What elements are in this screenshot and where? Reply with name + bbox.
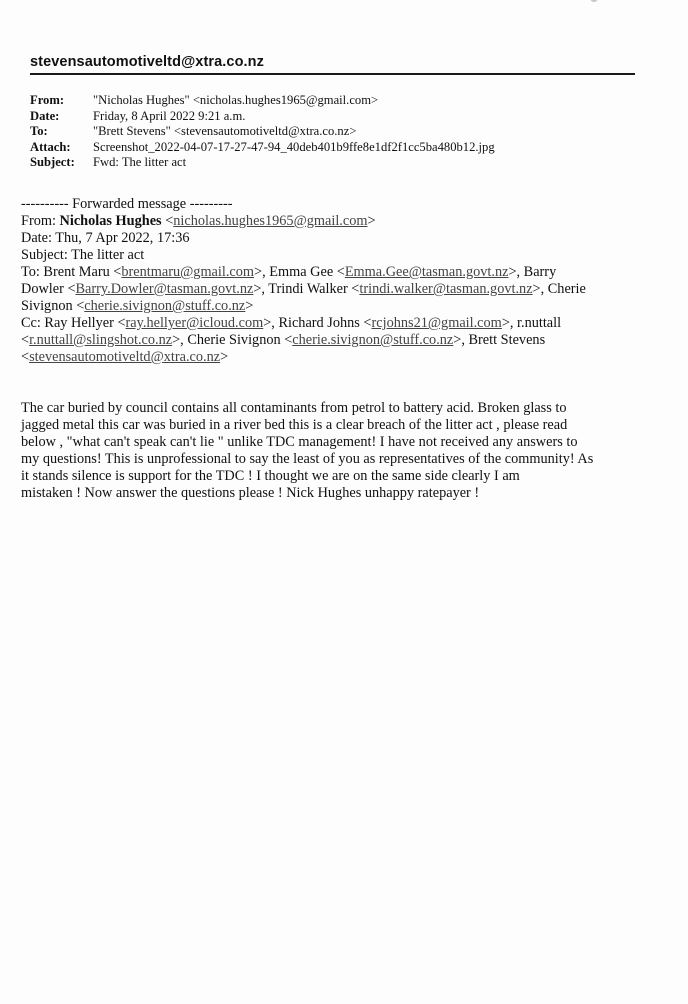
email-headers <box>30 93 495 171</box>
email-link-emma-gee[interactable]: Emma.Gee@tasman.govt.nz <box>344 264 509 280</box>
email-link-barry-dowler[interactable]: Barry.Dowler@tasman.govt.nz <box>75 281 254 297</box>
header-subject <box>30 155 495 171</box>
forward-to-line-1: To: Brent Maru <brentmaru@gmail.com>, Emma Gee <Emma.Gee@tasman.govt.nz>, Barry <box>21 264 557 280</box>
forward-to-line-3: Sivignon <cherie.sivignon@stuff.co.nz> <box>21 298 254 314</box>
forward-to-line-2: Dowler <Barry.Dowler@tasman.govt.nz>, Trindi Walker <trindi.walker@tasman.govt.nz>, Cherie <box>21 281 586 297</box>
subject-label: Subject: <box>30 155 75 170</box>
forward-date: Date: Thu, 7 Apr 2022, 17:36 <box>21 230 190 246</box>
email-link-ray-hellyer[interactable]: ray.hellyer@icloud.com <box>125 315 264 331</box>
message-line: it stands silence is support for the TDC ! I thought we are on the same side clearly I am <box>21 468 520 484</box>
scan-mark <box>590 0 598 2</box>
header-attach <box>30 140 495 156</box>
email-link-cherie-sivignon[interactable]: cherie.sivignon@stuff.co.nz <box>84 298 246 314</box>
email-link-stevens-automotive[interactable]: stevensautomotiveltd@xtra.co.nz <box>29 349 221 365</box>
account-email: stevensautomotiveltd@xtra.co.nz <box>30 54 264 70</box>
forward-cc-line-1: Cc: Ray Hellyer <ray.hellyer@icloud.com>, Richard Johns <rcjohns21@gmail.com>, r.nuttall <box>21 315 562 331</box>
header-date <box>30 109 495 125</box>
date-label: Date: <box>30 108 60 123</box>
forward-subject: Subject: The litter act <box>21 247 145 263</box>
message-line: jagged metal this car was buried in a river bed this is a clear breach of the litter act , please read <box>21 417 568 433</box>
email-link-rcjohns[interactable]: rcjohns21@gmail.com <box>371 315 502 331</box>
message-line: mistaken ! Now answer the questions please ! Nick Hughes unhappy ratepayer ! <box>21 485 480 501</box>
header-from <box>30 93 495 109</box>
message-line: below , "what can't speak can't lie " unlike TDC management! I have not received any answers to <box>21 434 578 450</box>
from-label: From: <box>30 93 65 107</box>
forward-from-email-link[interactable]: nicholas.hughes1965@gmail.com <box>173 213 368 229</box>
forward-from-name: Nicholas Hughes <box>59 213 162 229</box>
to-label: To: <box>30 124 48 139</box>
email-link-cherie-sivignon-cc[interactable]: cherie.sivignon@stuff.co.nz <box>292 332 454 348</box>
subject-value: Fwd: The litter act <box>93 155 187 170</box>
forwarded-header <box>21 196 586 366</box>
from-value: "Nicholas Hughes" <nicholas.hughes1965@gmail.com> <box>93 93 379 107</box>
forward-cc-line-3: <stevensautomotiveltd@xtra.co.nz> <box>21 349 229 365</box>
message-line: my questions! This is unprofessional to say the least of you as representatives of the community! As <box>21 451 594 467</box>
attach-label: Attach: <box>30 139 71 154</box>
forward-cc-line-2: <r.nuttall@slingshot.co.nz>, Cherie Sivignon <cherie.sivignon@stuff.co.nz>, Brett Stevens <box>21 332 546 348</box>
forward-separator: ---------- Forwarded message --------- <box>21 196 233 212</box>
forward-from: From: Nicholas Hughes <nicholas.hughes1965@gmail.com> <box>21 213 376 229</box>
email-link-r-nuttall[interactable]: r.nuttall@slingshot.co.nz <box>29 332 173 348</box>
header-to <box>30 124 495 140</box>
message-body <box>21 400 593 502</box>
account-header <box>30 53 635 75</box>
attach-value: Screenshot_2022-04-07-17-27-47-94_40deb401b9ffe8e1df2f1cc5ba480b12.jpg <box>93 139 495 154</box>
date-value: Friday, 8 April 2022 9:21 a.m. <box>93 108 246 123</box>
message-line: The car buried by council contains all contaminants from petrol to battery acid. Broken glass to <box>21 400 567 416</box>
email-link-trindi-walker[interactable]: trindi.walker@tasman.govt.nz <box>359 281 533 297</box>
email-link-brentmaru[interactable]: brentmaru@gmail.com <box>121 264 255 280</box>
to-value: "Brett Stevens" <stevensautomotiveltd@xtra.co.nz> <box>93 124 357 139</box>
